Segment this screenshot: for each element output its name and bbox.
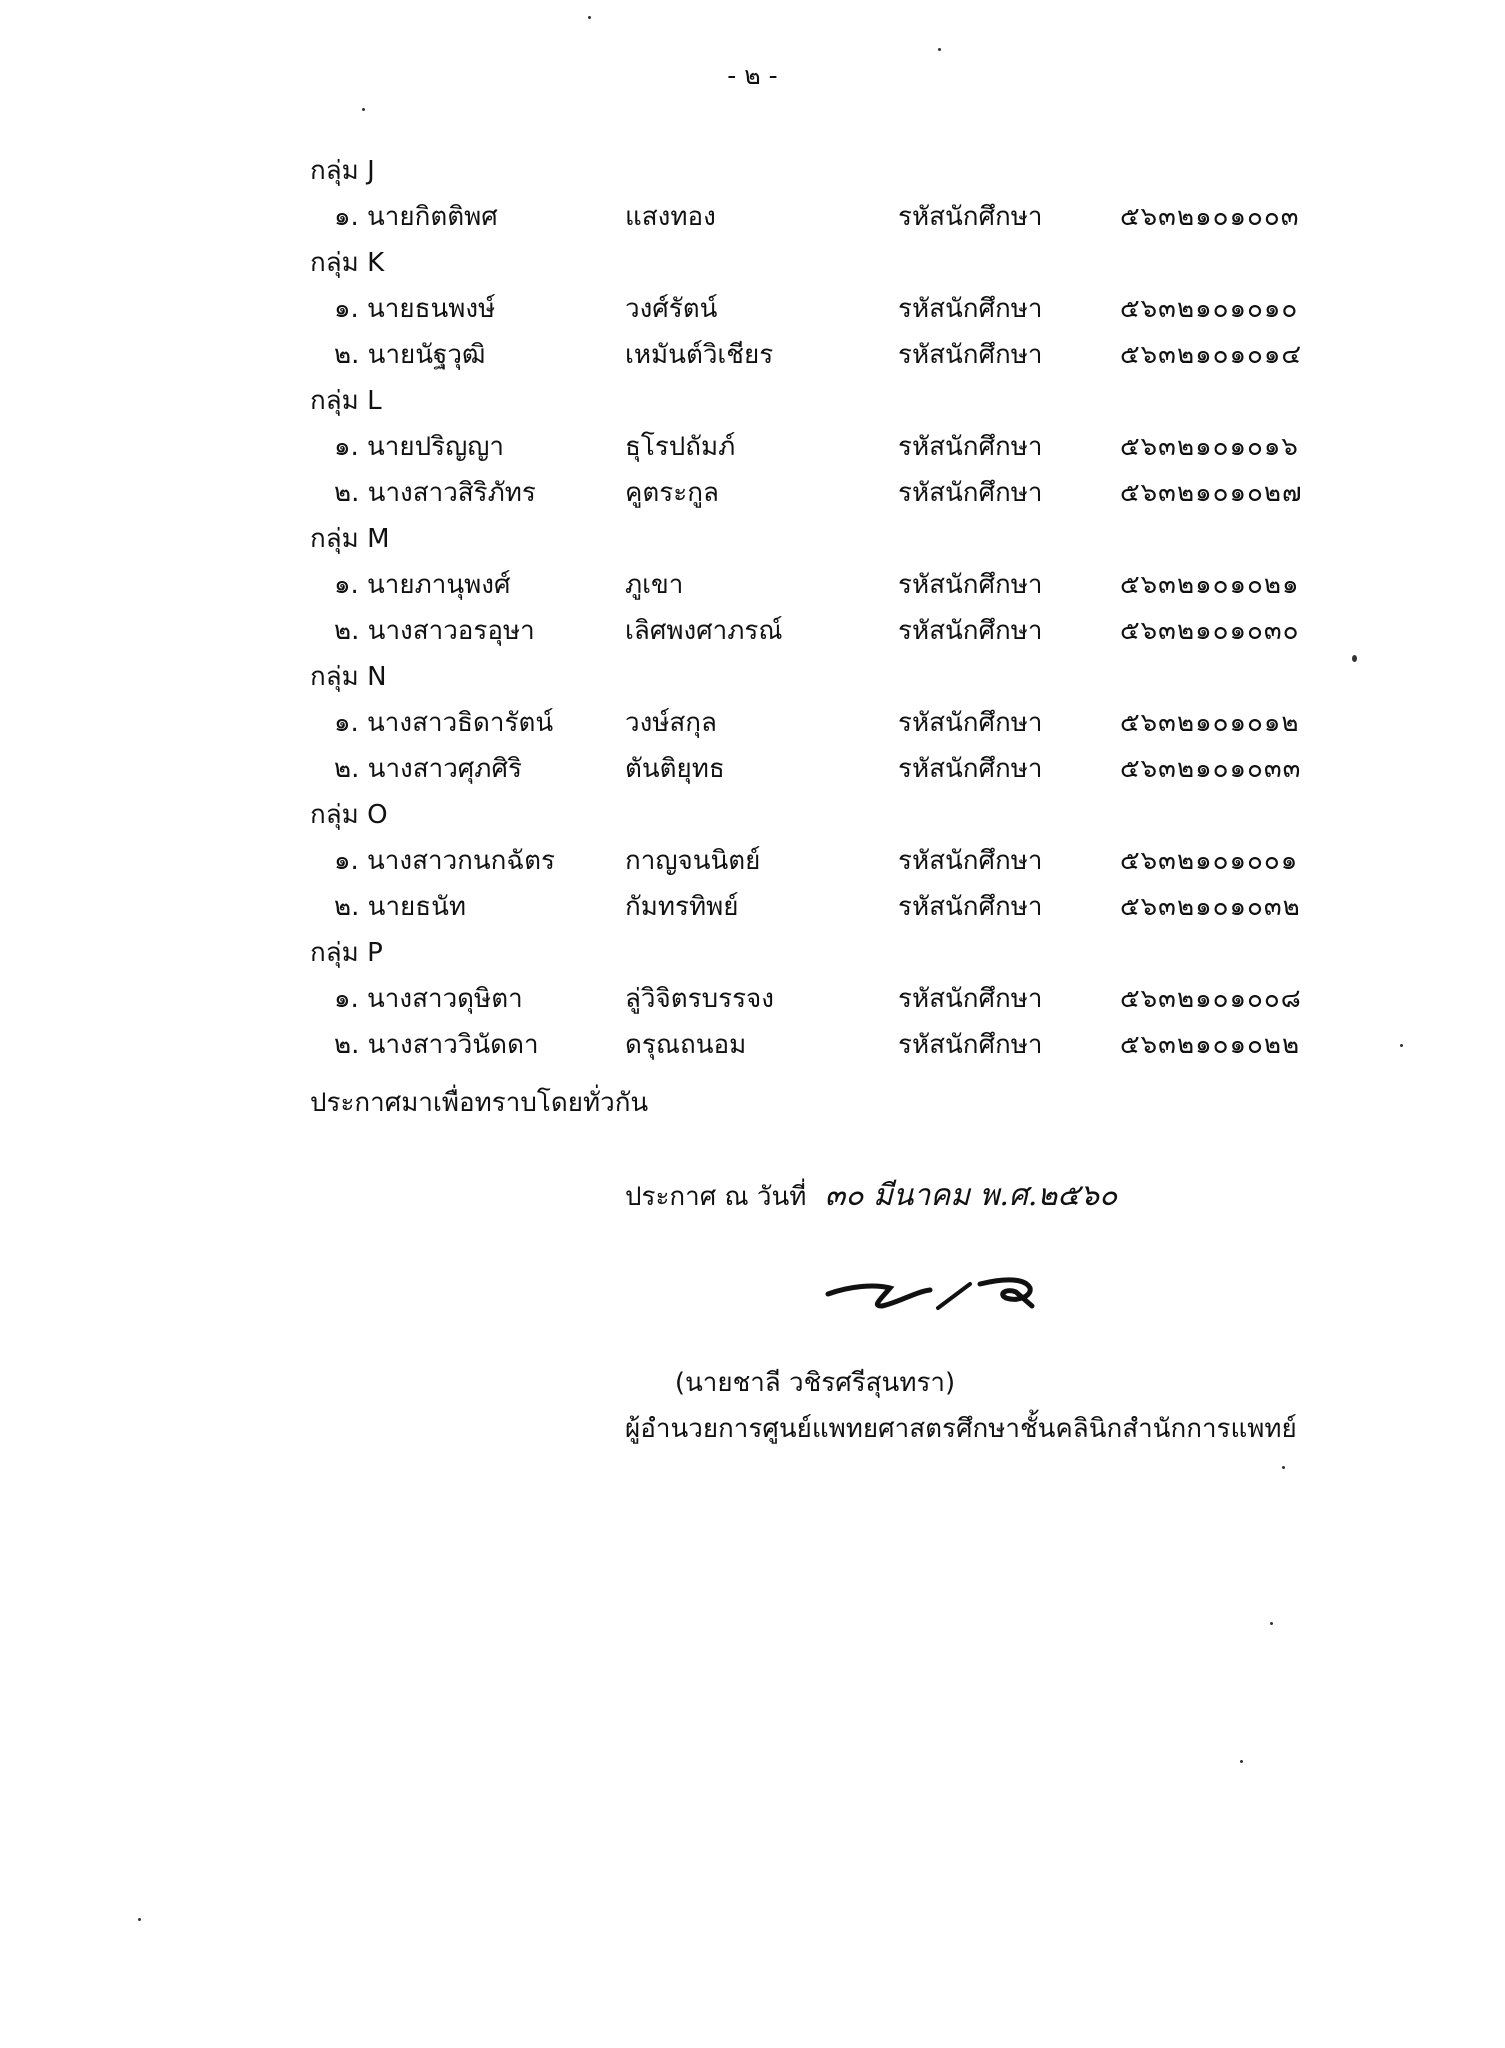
member-name: ๑. นางสาวธิดารัตน์ xyxy=(334,708,554,738)
member-surname: ภูเขา xyxy=(625,570,684,600)
scan-speck xyxy=(1352,655,1357,662)
member-surname: คูตระกูล xyxy=(625,478,719,508)
member-row xyxy=(0,286,1505,332)
group-k xyxy=(0,240,1505,378)
student-id: ๕๖๓๒๑๐๑๐๑๔ xyxy=(1120,340,1303,370)
member-surname: ธุโรปถัมภ์ xyxy=(625,432,736,462)
student-id: ๕๖๓๒๑๐๑๐๓๒ xyxy=(1120,892,1301,922)
member-row xyxy=(0,838,1505,884)
scan-speck xyxy=(362,108,365,111)
member-surname: เหมันต์วิเชียร xyxy=(625,340,774,370)
student-id: ๕๖๓๒๑๐๑๐๑๐ xyxy=(1120,294,1299,324)
student-id-label: รหัสนักศึกษา xyxy=(898,708,1043,738)
student-id: ๕๖๓๒๑๐๑๐๓๐ xyxy=(1120,616,1300,646)
page-number: - ๒ - xyxy=(727,61,778,90)
member-name: ๒. นางสาววินัดดา xyxy=(334,1030,539,1060)
member-row xyxy=(0,976,1505,1022)
member-row xyxy=(0,884,1505,930)
student-id: ๕๖๓๒๑๐๑๐๒๒ xyxy=(1120,1030,1301,1060)
scan-speck xyxy=(588,16,591,19)
student-id: ๕๖๓๒๑๐๑๐๑๒ xyxy=(1120,708,1300,738)
signer-title: ผู้อำนวยการศูนย์แพทยศาสตรศึกษาชั้นคลินิกสำนักการแพทย์ xyxy=(625,1414,1297,1444)
member-name: ๒. นายธนัท xyxy=(334,892,467,922)
group-o xyxy=(0,792,1505,930)
member-name: ๒. นางสาวสิริภัทร xyxy=(334,478,536,508)
student-id-label: รหัสนักศึกษา xyxy=(898,892,1043,922)
date-prefix: ประกาศ ณ วันที่ xyxy=(625,1182,807,1212)
signature-icon xyxy=(820,1262,1060,1322)
student-id-label: รหัสนักศึกษา xyxy=(898,478,1043,508)
student-id-label: รหัสนักศึกษา xyxy=(898,432,1043,462)
member-surname: เลิศพงศาภรณ์ xyxy=(625,616,783,646)
member-surname: ตันติยุทธ xyxy=(625,754,725,784)
member-surname: กัมทรทิพย์ xyxy=(625,892,739,922)
scan-speck xyxy=(138,1918,141,1921)
member-surname: ดรุณถนอม xyxy=(625,1030,747,1060)
group-m xyxy=(0,516,1505,654)
student-id: ๕๖๓๒๑๐๑๐๐๑ xyxy=(1120,846,1299,876)
member-name: ๑. นายกิตติพศ xyxy=(334,202,498,232)
student-id-label: รหัสนักศึกษา xyxy=(898,1030,1043,1060)
member-name: ๒. นายนัฐวุฒิ xyxy=(334,340,486,370)
student-id-label: รหัสนักศึกษา xyxy=(898,294,1043,324)
member-row xyxy=(0,746,1505,792)
student-id: ๕๖๓๒๑๐๑๐๐๘ xyxy=(1120,984,1302,1014)
member-surname: วงษ์สกุล xyxy=(625,708,717,738)
group-header: กลุ่ม M xyxy=(310,524,390,554)
student-id-label: รหัสนักศึกษา xyxy=(898,616,1043,646)
group-l xyxy=(0,378,1505,516)
announcement-date xyxy=(625,1172,1117,1219)
member-row xyxy=(0,332,1505,378)
member-row xyxy=(0,562,1505,608)
student-id: ๕๖๓๒๑๐๑๐๒๑ xyxy=(1120,570,1300,600)
member-row xyxy=(0,470,1505,516)
group-header: กลุ่ม N xyxy=(310,662,387,692)
group-p xyxy=(0,930,1505,1068)
member-name: ๑. นายธนพงษ์ xyxy=(334,294,496,324)
group-n xyxy=(0,654,1505,792)
student-id-label: รหัสนักศึกษา xyxy=(898,754,1043,784)
member-row xyxy=(0,194,1505,240)
scan-speck xyxy=(1400,1044,1403,1047)
group-header: กลุ่ม O xyxy=(310,800,388,830)
member-surname: วงศ์รัตน์ xyxy=(625,294,718,324)
group-header: กลุ่ม J xyxy=(310,156,375,186)
member-name: ๑. นางสาวดุษิตา xyxy=(334,984,523,1014)
member-surname: แสงทอง xyxy=(625,202,716,232)
member-row xyxy=(0,608,1505,654)
member-row xyxy=(0,424,1505,470)
member-name: ๒. นางสาวศุภศิริ xyxy=(334,754,522,784)
group-header: กลุ่ม K xyxy=(310,248,385,278)
student-id-label: รหัสนักศึกษา xyxy=(898,340,1043,370)
student-group-list xyxy=(0,148,1505,1068)
signer-name: (นายชาลี วชิรศรีสุนทรา) xyxy=(674,1368,956,1398)
student-id-label: รหัสนักศึกษา xyxy=(898,846,1043,876)
member-name: ๑. นายปริญญา xyxy=(334,432,505,462)
student-id-label: รหัสนักศึกษา xyxy=(898,570,1043,600)
group-header: กลุ่ม L xyxy=(310,386,382,416)
group-header: กลุ่ม P xyxy=(310,938,383,968)
scan-speck xyxy=(1240,1760,1243,1763)
closing-statement: ประกาศมาเพื่อทราบโดยทั่วกัน xyxy=(310,1088,649,1118)
member-row xyxy=(0,1022,1505,1068)
member-name: ๑. นายภานุพงศ์ xyxy=(334,570,511,600)
member-name: ๒. นางสาวอรอุษา xyxy=(334,616,535,646)
scan-speck xyxy=(938,48,941,51)
handwritten-date: ๓๐ มีนาคม พ.ศ.๒๕๖๐ xyxy=(824,1178,1118,1213)
scan-speck xyxy=(1270,1622,1273,1625)
scan-speck xyxy=(1282,1466,1285,1469)
member-row xyxy=(0,700,1505,746)
student-id: ๕๖๓๒๑๐๑๐๑๖ xyxy=(1120,432,1299,462)
student-id: ๕๖๓๒๑๐๑๐๐๓ xyxy=(1120,202,1300,232)
group-j xyxy=(0,148,1505,240)
member-surname: กาญจนนิตย์ xyxy=(625,846,761,876)
student-id: ๕๖๓๒๑๐๑๐๒๗ xyxy=(1120,478,1303,508)
student-id: ๕๖๓๒๑๐๑๐๓๓ xyxy=(1120,754,1302,784)
member-surname: ลู่วิจิตรบรรจง xyxy=(625,984,774,1014)
member-name: ๑. นางสาวกนกฉัตร xyxy=(334,846,555,876)
student-id-label: รหัสนักศึกษา xyxy=(898,202,1043,232)
student-id-label: รหัสนักศึกษา xyxy=(898,984,1043,1014)
